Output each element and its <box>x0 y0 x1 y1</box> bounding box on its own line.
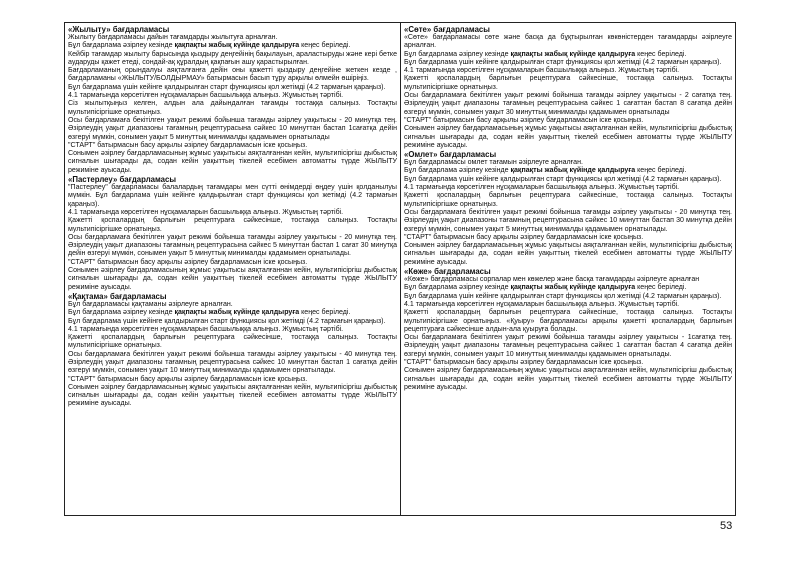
paragraph: Сонымен әзірлеу бағдарламасының жұмыс уақытысы аяқталғаннан кейін, мультипісіргіш дыбыстық сигналын шығарады да, содан кейін уақыттың тікелей есебімен автоматты түрде ЖЫЛЫТУ режиміне ауысады. <box>404 367 732 391</box>
paragraph: "СТАРТ" батырмасын басу арқылы әзірлеу бағдарламасын іске қосыңыз. <box>68 258 308 266</box>
paragraph: Сонымен әзірлеу бағдарламасының жұмыс уақытысы аяқталғаннан кейін, мультипісіргіш дыбыстық сигналын шығарады да, содан кейін уақыттың тікелей есебімен автоматты түрде ЖЫЛЫТУ режиміне ауысады. <box>68 150 397 174</box>
paragraph: Қажетті қоспалардың барлығын рецептураға сәйкесінше, тостаққа салыңыз. Тостақты мультипісіргішке орнатыңыз. «Қуыру» бағдарламасы арқылы қажетті қоспалардың барлығын рецептураға сәйкесінше алдын-ала қуыруға болады. <box>404 309 732 333</box>
right-column <box>400 23 735 515</box>
emphasis-text: қақпақты жабық күйінде қалдыруға <box>510 284 636 292</box>
emphasis-text: қақпақты жабық күйінде қалдыруға <box>510 167 636 175</box>
section-omlet <box>404 150 732 267</box>
section-title-sote: «Сөте» бағдарламасы <box>404 25 490 34</box>
paragraph <box>404 51 732 59</box>
paragraph: Бұл бағдарламасы қақтаманы әзірлеуге арналған. <box>68 300 233 308</box>
paragraph: "Пастерлеу" бағдарламасы балалардың тағамдары мен сүтті өнімдерді өңдеу үшін қолданылуы мүмкін. Бұл бағдарлама үшін кейінге қалдырылған старт функциясы қол жетімді (4.2 тармағын қараңыз). <box>68 184 397 208</box>
paragraph-text: Бұл бағдарлама әзірлеу кезінде <box>404 284 511 292</box>
paragraph: Бұл бағдарламасы омлет тағамын әзірлеуге арналған. <box>404 159 583 167</box>
section-zhylytu <box>68 25 397 175</box>
paragraph <box>68 42 397 50</box>
paragraph-text: кеңес беріледі. <box>299 309 351 317</box>
section-kozhe <box>404 267 732 392</box>
paragraph: Бұл бағдарлама үшін кейінге қалдырылған старт функциясы қол жетімді (4.2 тармағын қараңыз). <box>68 83 386 91</box>
manual-page-frame <box>64 22 736 516</box>
paragraph-text: Бұл бағдарлама әзірлеу кезінде <box>68 42 175 50</box>
paragraph <box>68 309 397 317</box>
paragraph: 4.1 тармағында көрсетілген нұсқамаларын басшылыққа алыңыз. Жұмыстың тәртібі. <box>68 92 344 100</box>
paragraph-text: кеңес беріледі. <box>635 167 687 175</box>
paragraph: «Сөте» бағдарламасы сөте және басқа да бұқтырылған көкөністерден тағамдарды әзірлеуге арналған. <box>404 34 732 50</box>
paragraph: "СТАРТ" батырмасын басу арқылы әзірлеу бағдарламасын іске қосыңыз. <box>404 233 644 241</box>
paragraph: Қажетті қоспалардың барлығын рецептураға сәйкесінше, тостаққа салыңыз. Тостақты мультипісіргішке орнатыңыз. <box>68 334 397 350</box>
paragraph: Сонымен әзірлеу бағдарламасының жұмыс уақытысы аяқталғаннан кейін, мультипісіргіш дыбыстық сигналын шығарады да, содан кейін уақыттың тікелей есебімен автоматты түрде ЖЫЛЫТУ режиміне ауысады. <box>68 267 397 291</box>
paragraph-text: кеңес беріледі. <box>635 284 687 292</box>
paragraph: Сонымен әзірлеу бағдарламасының жұмыс уақытысы аяқталғаннан кейін, мультипісіргіш дыбыстық сигналын шығарады да, содан кейін уақыттың тікелей есебімен автоматты түрде ЖЫЛЫТУ режиміне ауысады. <box>404 242 732 266</box>
paragraph <box>404 284 732 292</box>
paragraph: 4.1 тармағында көрсетілген нұсқамаларын басшылыққа алыңыз. Жұмыстың тәртібі. <box>68 325 344 333</box>
paragraph: Бұл бағдарлама үшін кейінге қалдырылған старт функциясы қол жетімді (4.2 тармағын қараңыз). <box>404 175 722 183</box>
paragraph: 4.1 тармағында көрсетілген нұсқамаларын басшылыққа алыңыз. Жұмыстың тәртібі. <box>404 184 680 192</box>
paragraph: Кейбір тағамдар жылыту барысында қыздыру деңгейінің бақылауын, араластыруды және кері бетке аударуды қажет етеді, сондай-ақ құралдың қақпағын ашу қарастырылған. <box>68 50 397 66</box>
paragraph-text: кеңес беріледі. <box>635 50 687 58</box>
section-title-omlet: «Омлет» бағдарламасы <box>404 150 497 160</box>
paragraph: "СТАРТ" батырмасын басу арқылы әзірлеу бағдарламасын іске қосыңыз. <box>404 116 644 124</box>
paragraph: "СТАРТ" батырмасын басу арқылы әзірлеу бағдарламасын іске қосыңыз. <box>68 375 308 383</box>
paragraph-text: Бұл бағдарлама әзірлеу кезінде <box>404 167 511 175</box>
paragraph: Осы бағдарламаға бекітілген уақыт режимі бойынша тағамды әзірлеу уақытысы - 20 минутқа тең. Әзірлеудің уақыт диапазоны тағамның рецептурасына сәйкес 10 минуттан бастап 30 минутқа дейін өзгеруі мүмкін, сонымен уақыт 5 минуттық минималды қадамымен орнатылады. <box>404 208 732 233</box>
paragraph: 4.1 тармағында көрсетілген нұсқамаларын басшылыққа алыңыз. Жұмыстың тәртібі. <box>404 300 680 308</box>
paragraph: Осы бағдарламаға бекітілген уақыт режимі бойынша тағамды әзірлеу уақытысы - 20 минутқа тең. Әзірлеудің уақыт диапазоны тағамның рецептурасына сәйкес 5 минуттан бастап 1 сағат 30 минутқа дейін өзгеруі мүмкін, сонымен уақыт 5 минуттық минималды қадамымен орнатылады. <box>68 233 397 258</box>
paragraph: «Көже» бағдарламасы сорпалар мен көжелер және басқа тағамдарды әзірлеуге арналған <box>404 276 700 284</box>
emphasis-text: қақпақты жабық күйінде қалдыруға <box>510 50 636 58</box>
paragraph: Осы бағдарламаға бекітілген уақыт режимі бойынша тағамды әзірлеу уақытысы - 20 минутқа тең. Әзірлеудің уақыт диапазоны тағамның рецептурасына сәйкес 10 минуттан бастап 1сағатқа дейін өзгеруі мүмкін, сонымен уақыт 5 минуттық минималды қадамымен орнатылады <box>68 116 397 141</box>
paragraph: Сонымен әзірлеу бағдарламасының жұмыс уақытысы аяқталғаннан кейін, мультипісіргіш дыбыстық сигналын шығарады да, содан кейін уақыттың тікелей есебімен автоматты түрде ЖЫЛЫТУ режиміне ауысады. <box>68 383 397 408</box>
emphasis-text: қақпақты жабық күйінде қалдыруға <box>174 42 300 50</box>
paragraph: 4.1 тармағында көрсетілген нұсқамаларын басшылыққа алыңыз. Жұмыстың тәртібі. <box>404 67 680 75</box>
section-title-kozhe: «Көже» бағдарламасы <box>404 267 491 277</box>
left-column <box>65 23 400 515</box>
paragraph: Қажетті қоспалардың барлығын рецептураға сәйкесінше, тостаққа салыңыз. Тостақты мультипісіргішке орнатыңыз. <box>404 192 732 208</box>
paragraph: Сонымен әзірлеу бағдарламасының жұмыс уақытысы аяқталғаннан кейін, мультипісіргіш дыбыстық сигналын шығарады да, содан кейін уақыттың тікелей есебімен автоматты түрде ЖЫЛЫТУ режиміне ауысады. <box>404 125 732 149</box>
paragraph: Қажетті қоспалардың барлығын рецептураға сәйкесінше, тостаққа салыңыз. Тостақты мультипісіргішке орнатыңыз. <box>68 217 397 233</box>
paragraph: Жылыту бағдарламасы дайын тағамдарды жылытуға арналған. <box>68 34 278 41</box>
emphasis-text: қақпақты жабық күйінде қалдыруға <box>174 309 300 317</box>
paragraph: "СТАРТ" батырмасын басу арқылы әзірлеу бағдарламасын іске қосыңыз. <box>68 141 308 149</box>
paragraph: Осы бағдарламаға бекітілген уақыт режимі бойынша тағамды әзірлеу уақытысы - 2 сағатқа тең. Әзірлеудің уақыт диапазоны тағамның рецептурасына сәйкес 1 сағаттан бастап 8 сағатқа дейін өзгеруі мүмкін, сонымен уақыт 30 минуттық минималды қадамымен орнатылады <box>404 92 732 116</box>
paragraph: Қажетті қоспалардың барлығын рецептураға сәйкесінше, тостаққа салыңыз. Тостақты мультипісіргішке орнатыңыз. <box>404 75 732 91</box>
paragraph: "СТАРТ" батырмасын басу арқылы әзірлеу бағдарламасын іске қосыңыз. <box>404 358 644 366</box>
section-title-pasterleu: «Пастерлеу» бағдарламасы <box>68 175 176 185</box>
paragraph: Бұл бағдарлама үшін кейінге қалдырылған старт функциясы қол жетімді (4.2 тармағын қараңыз). <box>404 58 722 66</box>
paragraph-text: кеңес беріледі. <box>299 42 351 50</box>
paragraph-text: Бұл бағдарлама әзірлеу кезінде <box>68 309 175 317</box>
page-number: 53 <box>720 520 733 532</box>
paragraph <box>404 167 732 175</box>
section-qaqtama <box>68 292 397 409</box>
paragraph: Осы бағдарламаға бекітілген уақыт режимі бойынша тағамды әзірлеу уақытысы - 1сағатқа тең. Әзірлеудің уақыт диапазоны тағамның рецептурасына сәйкес 1 сағаттан бастап 4 сағатқа дейін өзгеруі мүмкін, сонымен уақыт 10 минуттық минималды қадамымен орнатылады. <box>404 334 732 358</box>
paragraph: Сіз жылытқыңыз келген, алдын ала дайындалған тағамды тостаққа салыңыз. Тостақты мультипісіргішке орнатыңыз. <box>68 100 397 116</box>
section-sote <box>404 25 732 150</box>
paragraph-text: Бұл бағдарлама әзірлеу кезінде <box>404 50 511 58</box>
section-title-zhylytu: «Жылыту» бағдарламасы <box>68 25 170 34</box>
section-title-qaqtama: «Қақтама» бағдарламасы <box>68 291 167 301</box>
paragraph: Бағдарламаның орындалуы аяқталғанға дейін оны қажетті қыздыру деңгейіне жеткен кезде , бағдарламаны «ЖЫЛЫТУ/БОЛДЫРМАУ» батырмасын басып тұру арқылы өлмейн өшіріңіз. <box>68 67 397 83</box>
paragraph: Осы бағдарламаға бекітілген уақыт режимі бойынша тағамды әзірлеу уақытысы - 40 минутқа тең. Әзірлеудің уақыт диапазоны тағамның рецептурасына сәйкес 10 минуттан бастап 1 сағатқа дейін өзгеруі мүмкін, сонымен уақыт 10 минуттық минималды қадамымен орнатылады. <box>68 350 397 375</box>
section-pasterleu <box>68 175 397 292</box>
paragraph: Бұл бағдарлама үшін кейінге қалдырылған старт функциясы қол жетімді (4.2 тармағын қараңыз). <box>68 317 386 325</box>
paragraph: Бұл бағдарлама үшін кейінге қалдырылған старт функциясы қол жетімді (4.2 тармағын қараңыз). <box>404 292 722 300</box>
paragraph: 4.1 тармағында көрсетілген нұсқамаларын басшылыққа алыңыз. Жұмыстың тәртібі. <box>68 208 344 216</box>
